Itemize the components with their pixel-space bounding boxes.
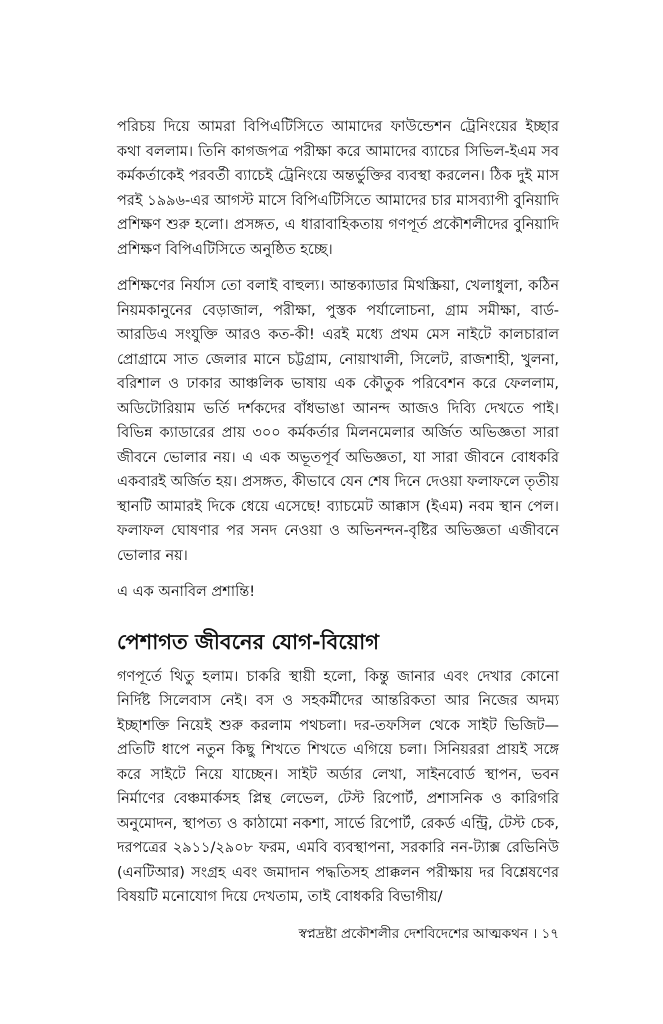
page-footer-running-title: স্বপ্নদ্রষ্টা প্রকৌশলীর দেশবিদেশের আত্মকথন । ১৭ — [298, 926, 559, 942]
section-heading: পেশাগত জীবনের যোগ-বিয়োগ — [117, 629, 379, 654]
paragraph-professional-life: গণপূর্তে থিতু হলাম। চাকরি স্থায়ী হলো, কিন্তু জানার এবং দেখার কোনো নির্দিষ্ট সিলেবাস নেই। বস ও সহকর্মীদের আন্তরিকতা আর নিজের অদম্য ইচ্ছাশক্তি নিয়েই শুরু করলাম পথচলা। দর-তফসিল থেকে সাইট ভিজিট—প্রতিটি ধাপে নতুন কিছু শিখতে শিখতে এগিয়ে চলা। সিনিয়ররা প্রায়ই সঙ্গে করে সাইটে নিয়ে যাচ্ছেন। সাইট অর্ডার লেখা, সাইনবোর্ড স্থাপন, ভবন নির্মাণের বেঞ্চমার্কসহ প্লিন্থ লেভেল, টেস্ট রিপোর্ট, প্রশাসনিক ও কারিগরি অনুমোদন, স্থাপত্য ও কাঠামো নকশা, সার্ভে রিপোর্ট, রেকর্ড এন্ট্রি, টেস্ট চেক, দরপত্রের ২৯১১/২৯০৮ ফরম, এমবি ব্যবস্থাপনা, সরকারি নন-ট্যাক্স রেভিনিউ (এনটিআর) সংগ্রহ এবং জমাদান পদ্ধতিসহ প্রাক্কলন পরীক্ষায় দর বিশ্লেষণের বিষয়টি মনোযোগ দিয়ে দেখতাম, তাই বোধকরি বিভাগীয়/ — [117, 668, 559, 905]
paragraph-training-experience: প্রশিক্ষণের নির্যাস তো বলাই বাহুল্য। আন্তক্যাডার মিথস্ক্রিয়া, খেলাধুলা, কঠিন নিয়মকানুনের বেড়াজাল, পরীক্ষা, পুস্তক পর্যালোচনা, গ্রাম সমীক্ষা, বার্ড-আরডিএ সংযুক্তি আরও কত-কী! এরই মধ্যে প্রথম মেস নাইটে কালচারাল প্রোগ্রামে সাত জেলার মানে চট্টগ্রাম, নোয়াখালী, সিলেট, রাজশাহী, খুলনা, বরিশাল ও ঢাকার আঞ্চলিক ভাষায় এক কৌতুক পরিবেশন করে ফেললাম, অডিটোরিয়াম ভর্তি দর্শকদের বাঁধভাঙা আনন্দ আজও দিব্যি দেখতে পাই। বিভিন্ন ক্যাডারের প্রায় ৩০০ কর্মকর্তার মিলনমেলার অর্জিত অভিজ্ঞতা সারা জীবনে ভোলার নয়। এ এক অভূতপূর্ব অভিজ্ঞতা, যা সারা জীবনে বোধকরি একবারই অর্জিত হয়। প্রসঙ্গত, কীভাবে যেন শেষ দিনে দেওয়া ফলাফলে তৃতীয় স্থানটি আমারই দিকে ধেয়ে এসেছে! ব্যাচমেট আক্কাস (ইএম) নবম স্থান পেল। ফলাফল ঘোষণার পর সনদ নেওয়া ও অভিনন্দন-বৃষ্টির অভিজ্ঞতা এজীবনে ভোলার নয়। — [117, 278, 559, 564]
page-body — [117, 115, 559, 922]
paragraph-tranquility: এ এক অনাবিল প্রশান্তি! — [117, 584, 256, 600]
paragraph-training-intro: পরিচয় দিয়ে আমরা বিপিএটিসিতে আমাদের ফাউন্ডেশন ট্রেনিংয়ের ইচ্ছার কথা বললাম। তিনি কাগজপত্র পরীক্ষা করে আমাদের ব্যাচের সিভিল-ইএম সব কর্মকর্তাকেই পরবর্তী ব্যাচেই ট্রেনিংয়ে অন্তর্ভুক্তির ব্যবস্থা করলেন। ঠিক দুই মাস পরই ১৯৯৬-এর আগস্ট মাসে বিপিএটিসিতে আমাদের চার মাসব্যাপী বুনিয়াদি প্রশিক্ষণ শুরু হলো। প্রসঙ্গত, এ ধারাবাহিকতায় গণপূর্ত প্রকৌশলীদের বুনিয়াদি প্রশিক্ষণ বিপিএটিসিতে অনুষ্ঠিত হচ্ছে। — [117, 119, 559, 258]
